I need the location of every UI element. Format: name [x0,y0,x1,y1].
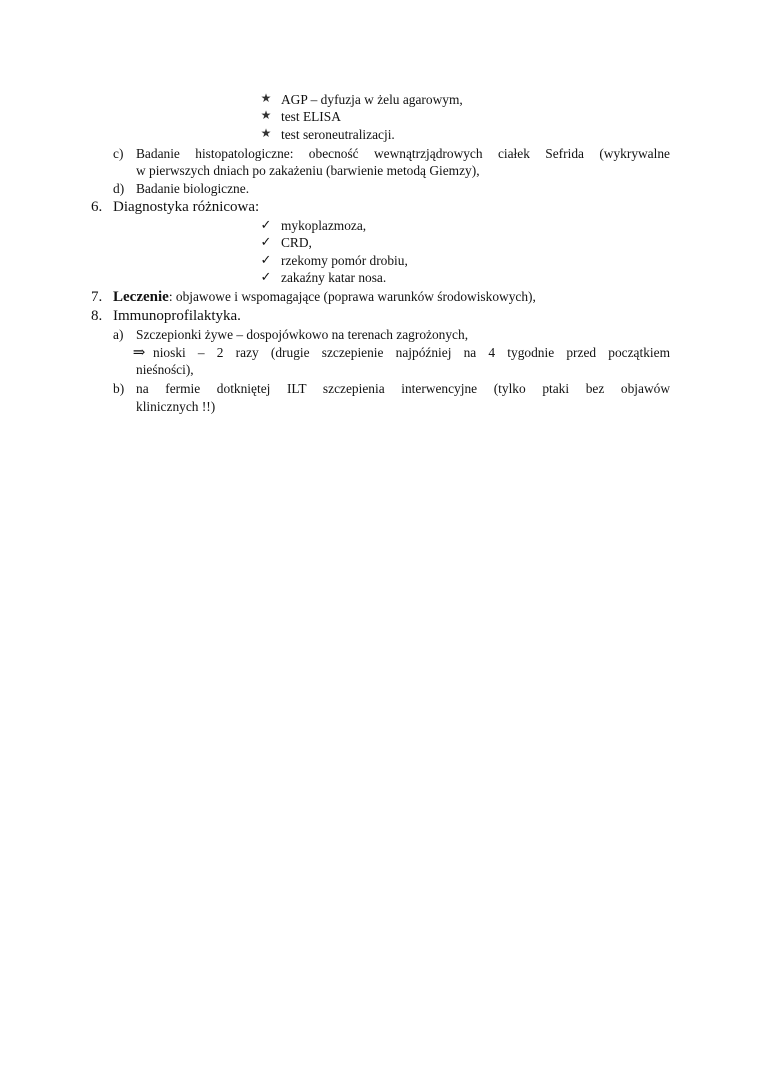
list-item-text: rzekomy pomór drobiu, [281,253,408,268]
item-c-line1: Badanie histopatologiczne: obecność wewnątrzjądrowych ciałek Sefrida (wykrywalne [136,146,670,161]
section-7-text: : objawowe i wspomagające (poprawa warunków środowiskowych), [168,289,536,304]
section-7-content [113,288,536,306]
list-item-text: test seroneutralizacji. [281,127,395,142]
section-8-title: Immunoprofilaktyka. [113,308,241,324]
item-b-line1: na fermie dotkniętej ILT szczepienia interwencyjne (tylko ptaki bez objawów [136,381,670,396]
check-icon: ✓ [260,269,272,284]
item-d-marker: d) [113,181,125,196]
item-c-marker: c) [113,146,124,161]
item-b-line2: klinicznych !!) [136,399,216,414]
item-b-marker: b) [113,381,125,396]
section-7-title: Leczenie [113,289,169,305]
check-icon: ✓ [260,252,272,267]
list-item-text: test ELISA [281,109,341,124]
section-8-number: 8. [91,308,103,324]
item-a-marker: a) [113,327,124,342]
item-d-text: Badanie biologiczne. [136,181,250,196]
section-6-title: Diagnostyka różnicowa: [113,199,260,215]
star-icon: ★ [260,108,272,122]
item-a-sub-line2: nieśności), [136,362,194,377]
check-icon: ✓ [260,217,272,232]
item-a-sub-line1: nioski – 2 razy (drugie szczepienie najpóźniej na 4 tygodnie przed początkiem [153,345,670,360]
list-item-text: mykoplazmoza, [281,218,367,233]
section-7-number: 7. [91,289,103,305]
arrow-right-icon: ⇒ [132,345,146,361]
star-icon: ★ [260,126,272,140]
list-item-text: AGP – dyfuzja w żelu agarowym, [281,92,463,107]
check-icon: ✓ [260,234,272,249]
item-a-text: Szczepionki żywe – dospojówkowo na terenach zagrożonych, [136,327,469,342]
section-6-number: 6. [91,199,103,215]
item-c-line2: w pierwszych dniach po zakażeniu (barwienie metodą Giemzy), [136,163,480,178]
star-icon: ★ [260,91,272,105]
list-item-text: zakaźny katar nosa. [281,270,387,285]
list-item-text: CRD, [281,235,312,250]
